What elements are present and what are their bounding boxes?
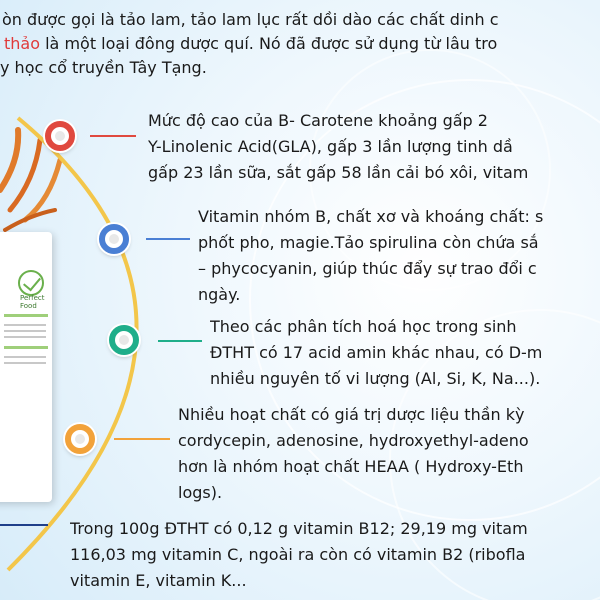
info-block-1-line: Mức độ cao của B- Carotene khoảng gấp 2: [148, 111, 488, 130]
info-block-5: [70, 516, 600, 594]
info-block-2-line: Vitamin nhóm B, chất xơ và khoáng chất: s: [198, 207, 544, 226]
info-block-2-line: phốt pho, magie.Tảo spirulina còn chứa sắ: [198, 233, 539, 252]
info-block-4: [178, 402, 600, 506]
info-block-5-line: 116,03 mg vitamin C, ngoài ra còn có vitamin B2 (ribofla: [70, 545, 526, 564]
info-block-2-line: – phycocyanin, giúp thúc đẩy sự trao đổi c: [198, 259, 537, 278]
info-block-2-line: ngày.: [198, 285, 241, 304]
connector-line-3: [158, 340, 202, 342]
info-block-4-line: logs).: [178, 483, 223, 502]
timeline-node-3: [109, 325, 139, 355]
info-block-3-line: ĐTHT có 17 acid amin khác nhau, có D-m: [210, 343, 543, 362]
intro-highlight: thảo: [4, 34, 41, 53]
info-block-4-line: Nhiều hoạt chất có giá trị dược liệu thần kỳ: [178, 405, 525, 424]
timeline-node-1: [45, 121, 75, 151]
connector-line-2: [146, 238, 190, 240]
timeline-node-4: [65, 424, 95, 454]
info-block-5-line: vitamin E, vitamin K...: [70, 571, 247, 590]
info-block-1-line: Y-Linolenic Acid(GLA), gấp 3 lần lượng tinh dầ: [148, 137, 513, 156]
product-brand: Perfect Food: [20, 294, 45, 310]
info-block-3: [210, 314, 600, 392]
info-block-5-line: Trong 100g ĐTHT có 0,12 g vitamin B12; 29,19 mg vitam: [70, 519, 528, 538]
info-block-3-line: Theo các phân tích hoá học trong sinh: [210, 317, 517, 336]
timeline-node-2: [99, 224, 129, 254]
info-block-4-line: hơn là nhóm hoạt chất HEAA ( Hydroxy-Eth: [178, 457, 524, 476]
info-block-3-line: nhiều nguyên tố vi lượng (Al, Si, K, Na...).: [210, 369, 541, 388]
info-block-1-line: gấp 23 lần sữa, sắt gấp 58 lần cải bó xôi, vitam: [148, 163, 529, 182]
intro-line-2-rest: là một loại đông dược quí. Nó đã được sử dụng từ lâu tro: [40, 34, 498, 53]
intro-line-3: y học cổ truyền Tây Tạng.: [0, 58, 207, 77]
connector-line-5: [0, 524, 48, 526]
intro-line-1: òn được gọi là tảo lam, tảo lam lục rất dồi dào các chất dinh c: [2, 10, 499, 29]
connector-line-4: [114, 438, 170, 440]
info-block-1: [148, 108, 600, 186]
info-block-2: [198, 204, 600, 308]
connector-line-1: [90, 135, 136, 137]
info-block-4-line: cordycepin, adenosine, hydroxyethyl-adeno: [178, 431, 529, 450]
